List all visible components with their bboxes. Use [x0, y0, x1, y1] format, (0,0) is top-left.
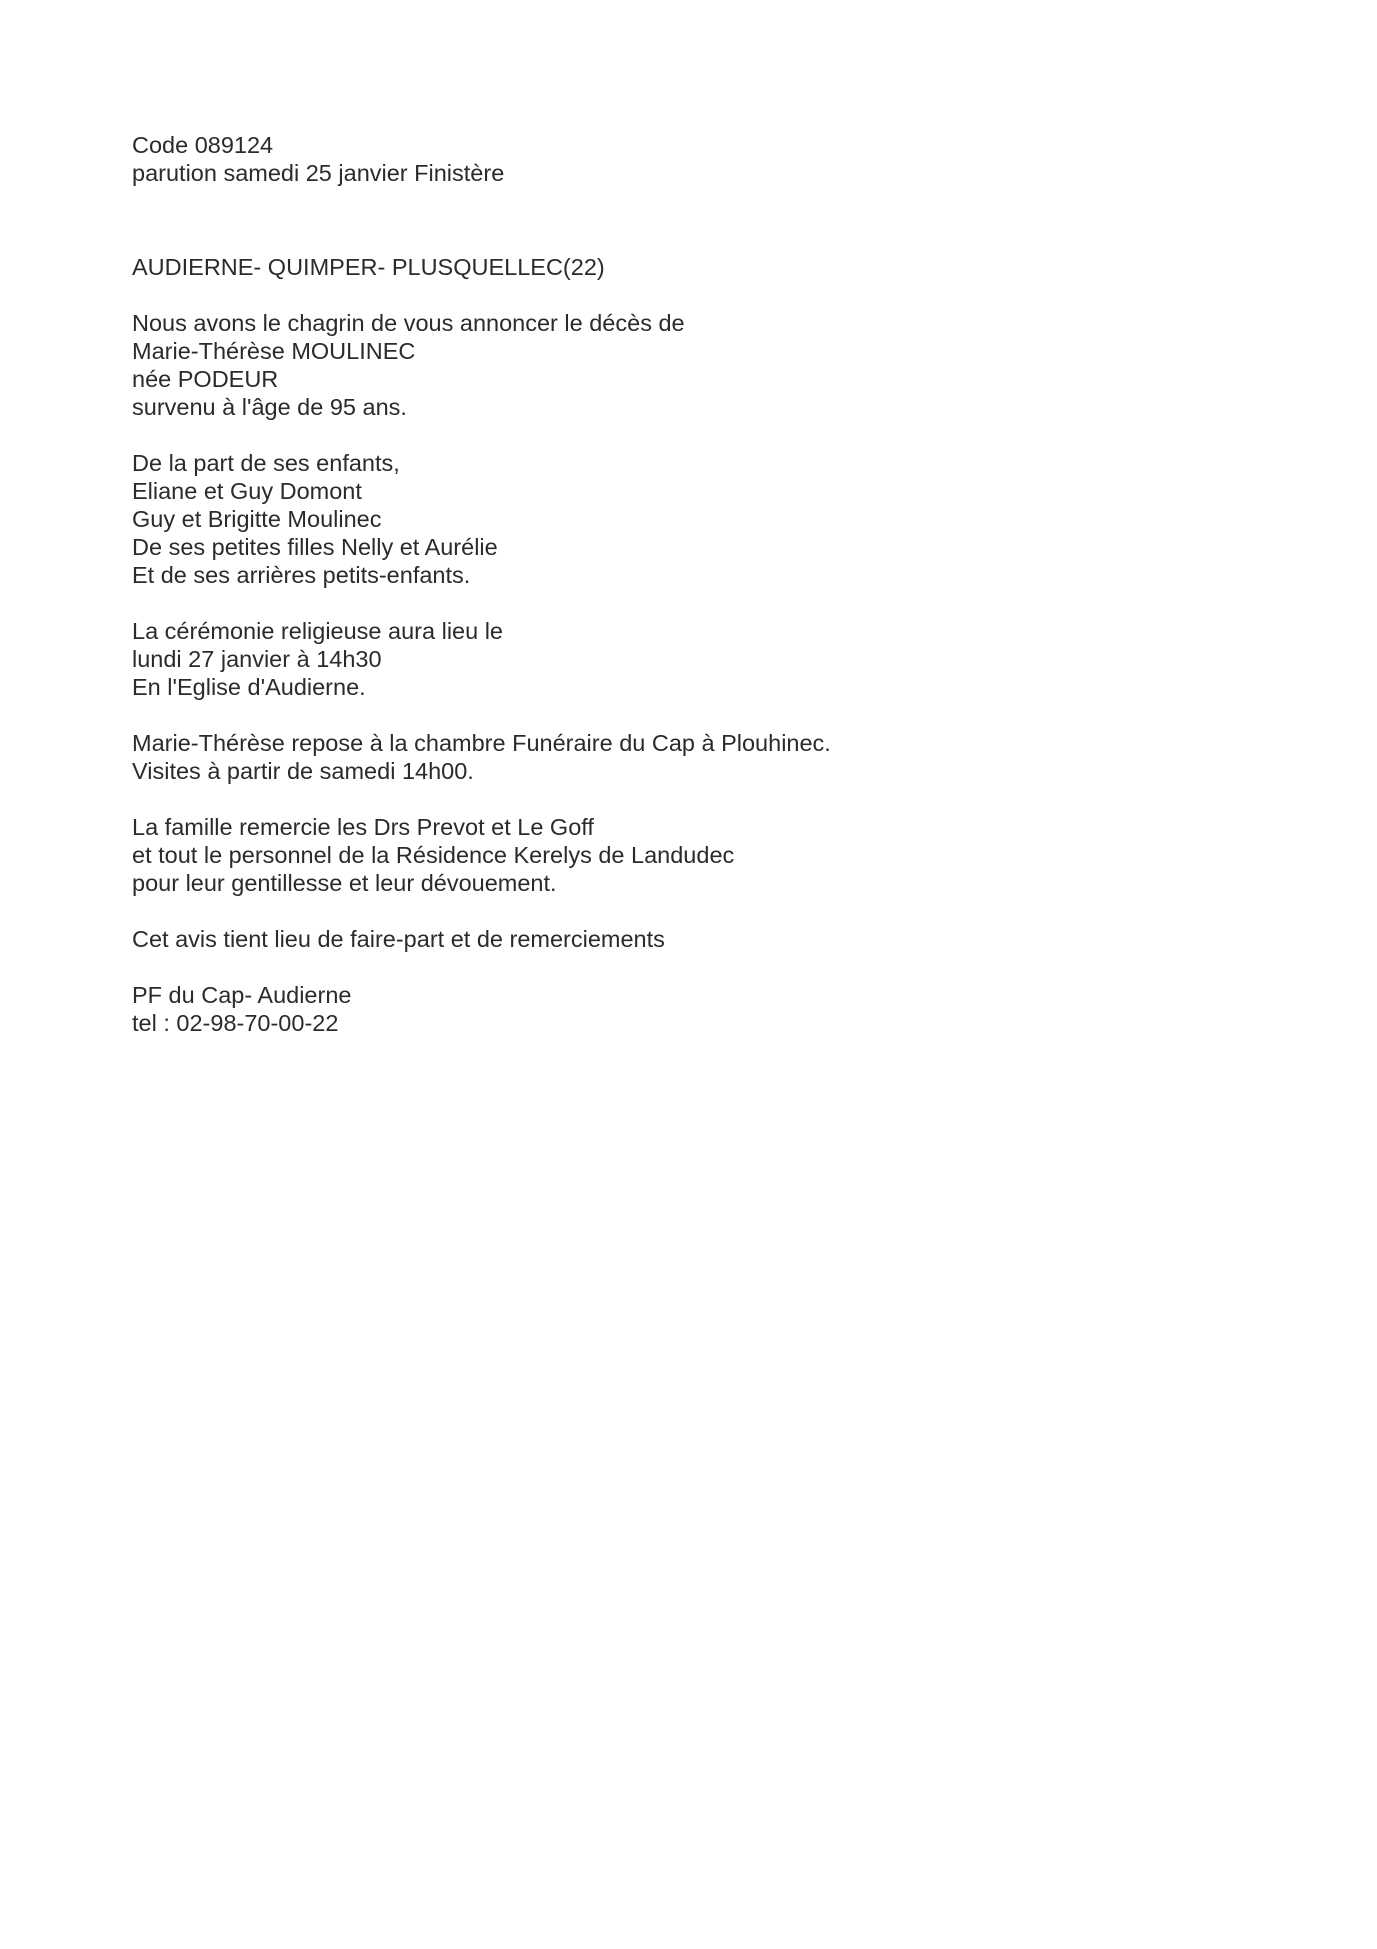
- maiden-name: née PODEUR: [132, 366, 279, 392]
- announcement-paragraph: [132, 309, 1292, 421]
- announcement-line: Nous avons le chagrin de vous annoncer le décès de: [132, 310, 685, 336]
- publication-code: Code 089124: [132, 132, 274, 158]
- funeral-home-name: PF du Cap- Audierne: [132, 982, 352, 1008]
- ceremony-place: En l'Eglise d'Audierne.: [132, 674, 366, 700]
- family-line: Et de ses arrières petits-enfants.: [132, 562, 471, 588]
- thanks-line: et tout le personnel de la Résidence Kerelys de Landudec: [132, 842, 735, 868]
- publication-header: [132, 131, 1292, 187]
- publication-date: parution samedi 25 janvier Finistère: [132, 160, 505, 186]
- family-line: Eliane et Guy Domont: [132, 478, 362, 504]
- age-line: survenu à l'âge de 95 ans.: [132, 394, 407, 420]
- visitation-paragraph: [132, 729, 1292, 785]
- locations-heading: [132, 253, 1292, 281]
- visitation-line: Marie-Thérèse repose à la chambre Funéraire du Cap à Plouhinec.: [132, 730, 831, 756]
- visitation-hours: Visites à partir de samedi 14h00.: [132, 758, 474, 784]
- ceremony-paragraph: [132, 617, 1292, 701]
- ceremony-line: La cérémonie religieuse aura lieu le: [132, 618, 503, 644]
- deceased-name: Marie-Thérèse MOULINEC: [132, 338, 416, 364]
- death-notice-page: [132, 131, 1292, 1037]
- locations: AUDIERNE- QUIMPER- PLUSQUELLEC(22): [132, 254, 605, 280]
- family-line: De ses petites filles Nelly et Aurélie: [132, 534, 498, 560]
- thanks-line: pour leur gentillesse et leur dévouement.: [132, 870, 557, 896]
- funeral-home-phone: tel : 02-98-70-00-22: [132, 1010, 339, 1036]
- family-line: De la part de ses enfants,: [132, 450, 400, 476]
- ceremony-date: lundi 27 janvier à 14h30: [132, 646, 382, 672]
- thanks-paragraph: [132, 813, 1292, 897]
- family-paragraph: [132, 449, 1292, 589]
- notice-line: Cet avis tient lieu de faire-part et de remerciements: [132, 926, 665, 952]
- funeral-home-paragraph: [132, 981, 1292, 1037]
- thanks-line: La famille remercie les Drs Prevot et Le Goff: [132, 814, 594, 840]
- family-line: Guy et Brigitte Moulinec: [132, 506, 382, 532]
- notice-paragraph: [132, 925, 1292, 953]
